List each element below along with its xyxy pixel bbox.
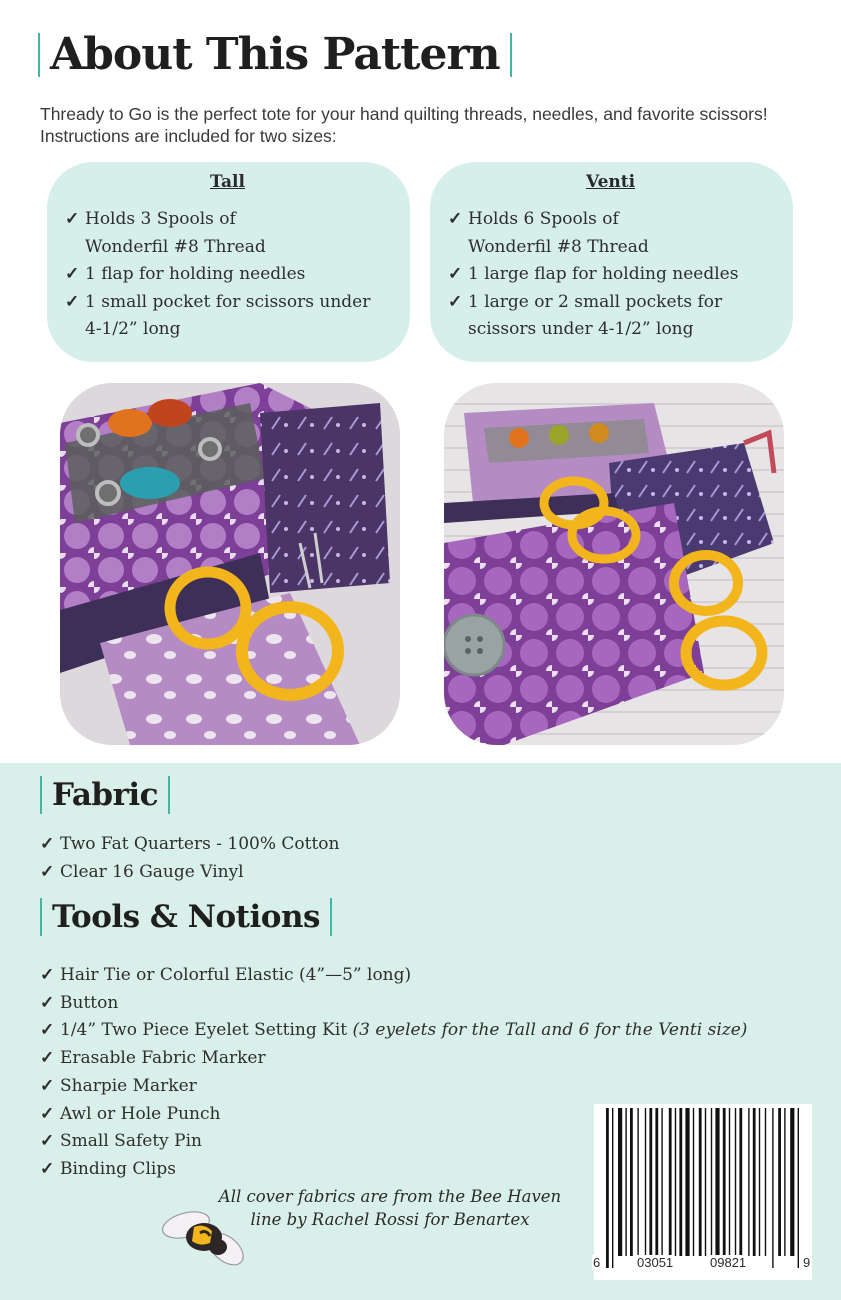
intro-paragraph: Thready to Go is the perfect tote for your hand quilting threads, needles, and favorite scissors! Instructions are included for two sizes: xyxy=(40,104,768,146)
barcode-bar xyxy=(739,1108,742,1256)
product-photo-venti xyxy=(444,383,784,745)
title-bar-right xyxy=(510,33,512,77)
barcode-bar xyxy=(748,1108,749,1256)
fabric-list xyxy=(40,831,339,886)
check-icon: ✓ xyxy=(40,1103,55,1124)
barcode-bar xyxy=(612,1108,613,1268)
barcode-bar xyxy=(675,1108,676,1256)
check-icon: ✓ xyxy=(40,1048,55,1069)
size-feature-item: ✓ 1 large or 2 small pockets for scissors under 4-1/2” long xyxy=(448,289,773,344)
barcode-bar xyxy=(645,1108,646,1256)
heading-bar-right xyxy=(330,898,332,936)
barcode-bar xyxy=(679,1108,682,1256)
check-icon: ✓ xyxy=(448,264,463,284)
product-photo-tall xyxy=(60,383,400,745)
barcode-digit: 6 xyxy=(593,1255,601,1270)
size-card-title: Venti xyxy=(585,172,636,192)
list-item: ✓ Awl or Hole Punch xyxy=(40,1101,747,1129)
barcode-bar xyxy=(669,1108,672,1256)
barcode-bar xyxy=(765,1108,766,1256)
barcode-bar xyxy=(685,1108,689,1256)
tools-heading-block xyxy=(40,898,332,936)
check-icon: ✓ xyxy=(40,992,55,1013)
list-item: ✓ 1/4” Two Piece Eyelet Setting Kit (3 eyelets for the Tall and 6 for the Venti size) xyxy=(40,1017,747,1045)
barcode-bar xyxy=(729,1108,730,1256)
barcode-bar xyxy=(693,1108,694,1256)
barcode-digit: 09821 xyxy=(710,1255,747,1270)
barcode-graphic xyxy=(594,1104,812,1280)
check-icon: ✓ xyxy=(448,209,463,229)
list-item: ✓ Hair Tie or Colorful Elastic (4”—5” long) xyxy=(40,962,747,990)
barcode-bar xyxy=(715,1108,719,1256)
tools-heading: Tools & Notions xyxy=(52,899,320,935)
tall-tote-illustration xyxy=(60,383,400,745)
size-feature-list xyxy=(448,206,773,344)
barcode-bar xyxy=(625,1108,626,1256)
barcode-bar xyxy=(630,1108,633,1256)
check-icon: ✓ xyxy=(40,861,55,882)
check-icon: ✓ xyxy=(40,1020,55,1041)
fabric-credit: All cover fabrics are from the Bee Haven line by Rachel Rossi for Benartex xyxy=(218,1187,562,1229)
barcode-digit: 9 xyxy=(803,1255,811,1270)
list-item: ✓ Small Safety Pin xyxy=(40,1128,747,1156)
barcode-bar xyxy=(753,1108,756,1256)
barcode-bar xyxy=(606,1108,609,1268)
check-icon: ✓ xyxy=(40,834,55,854)
barcode-digit: 03051 xyxy=(637,1255,674,1270)
size-feature-item: ✓ 1 flap for holding needles xyxy=(65,261,390,289)
barcode-bar xyxy=(618,1108,622,1256)
size-card-venti xyxy=(430,162,793,362)
barcode-digits xyxy=(594,1252,812,1270)
barcode-bar xyxy=(649,1108,652,1256)
check-icon: ✓ xyxy=(40,1158,55,1179)
size-feature-item: ✓ Holds 6 Spools of Wonderfil #8 Thread xyxy=(448,206,773,261)
list-item: ✓ Sharpie Marker xyxy=(40,1073,747,1101)
check-icon: ✓ xyxy=(40,965,55,985)
barcode-bar xyxy=(784,1108,785,1256)
check-icon: ✓ xyxy=(40,1131,55,1152)
barcode-bar xyxy=(655,1108,658,1256)
barcode-bar xyxy=(735,1108,736,1256)
size-card-title: Tall xyxy=(210,172,245,192)
barcode-bar xyxy=(637,1108,638,1256)
barcode-bar xyxy=(711,1108,712,1256)
barcode-bar xyxy=(778,1108,781,1256)
barcode-bar xyxy=(798,1108,799,1268)
page-title-block xyxy=(38,30,512,80)
barcode-bar xyxy=(759,1108,760,1256)
barcode-bar xyxy=(705,1108,706,1256)
size-feature-item: ✓ 1 small pocket for scissors under 4-1/2” long xyxy=(65,289,390,344)
venti-tote-illustration xyxy=(444,383,784,745)
barcode-bar xyxy=(699,1108,702,1256)
barcode-bar xyxy=(772,1108,773,1268)
list-item: ✓ Button xyxy=(40,990,747,1018)
barcode-bar xyxy=(723,1108,726,1256)
fabric-heading-block xyxy=(40,776,170,814)
list-item: ✓ Erasable Fabric Marker xyxy=(40,1045,747,1073)
check-icon: ✓ xyxy=(65,264,80,284)
size-card-tall xyxy=(47,162,410,362)
list-item: ✓ Binding Clips xyxy=(40,1156,747,1184)
check-icon: ✓ xyxy=(448,291,463,312)
check-icon: ✓ xyxy=(40,1075,55,1096)
list-item: ✓ Clear 16 Gauge Vinyl xyxy=(40,859,339,887)
page-title: About This Pattern xyxy=(50,29,500,80)
fabric-heading: Fabric xyxy=(52,777,159,813)
size-feature-item: ✓ Holds 3 Spools of Wonderfil #8 Thread xyxy=(65,206,390,261)
size-feature-list xyxy=(65,206,390,344)
list-item: ✓ Two Fat Quarters - 100% Cotton xyxy=(40,831,339,859)
heading-bar-right xyxy=(168,776,170,814)
barcode-bar xyxy=(790,1108,794,1256)
size-feature-item: ✓ 1 large flap for holding needles xyxy=(448,261,773,289)
check-icon: ✓ xyxy=(65,209,80,229)
check-icon: ✓ xyxy=(65,291,80,312)
barcode-bar xyxy=(661,1108,662,1256)
